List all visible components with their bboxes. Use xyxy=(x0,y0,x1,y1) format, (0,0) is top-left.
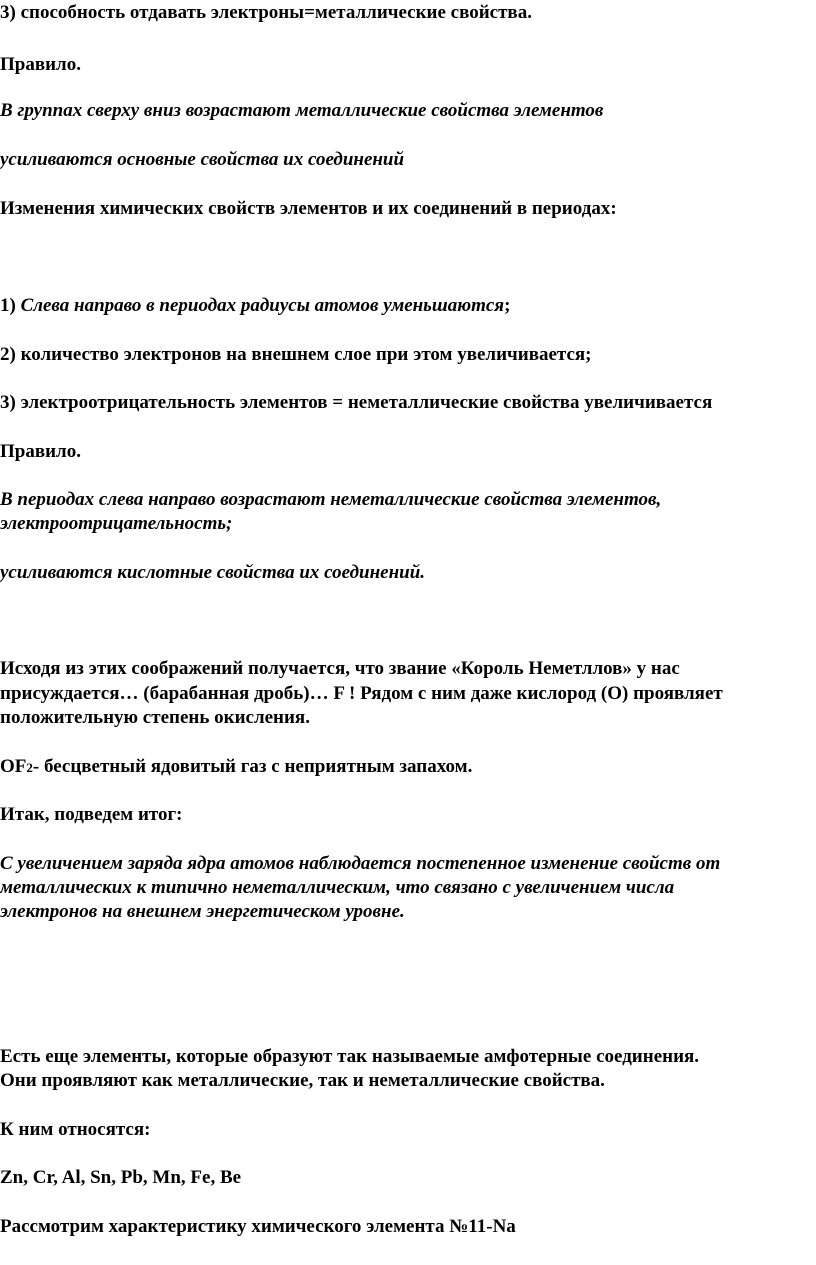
amphoteric-line-2: Они проявляют как металлические, так и неметаллические свойства. xyxy=(0,1070,605,1091)
rule-heading-1: Правило. xyxy=(0,54,81,75)
summary-line-1: С увеличением заряда ядра атомов наблюдается постепенное изменение свойств от xyxy=(0,853,721,874)
rule-1-line-2: усиливаются основные свойства их соединений xyxy=(0,149,405,170)
sodium-characteristic-heading: Рассмотрим характеристику химического элемента №11-Na xyxy=(0,1216,516,1237)
summary-line-3: электронов на внешнем энергетическом уровне. xyxy=(0,901,405,922)
period-point-1-text: Слева направо в периодах радиусы атомов уменьшаются xyxy=(20,295,505,316)
periods-section-heading: Изменения химических свойств элементов и их соединений в периодах: xyxy=(0,198,617,219)
amphoteric-line-1: Есть еще элементы, которые образуют так называемые амфотерные соединения. xyxy=(0,1046,700,1067)
summary-line-2: металлических к типично неметаллическим, что связано с увеличением числа xyxy=(0,877,675,898)
period-point-1-punct: ; xyxy=(504,295,511,316)
of2-text: - бесцветный ядовитый газ с неприятным запахом. xyxy=(32,756,473,777)
amphoteric-elements-list: Zn, Cr, Al, Sn, Pb, Mn, Fe, Be xyxy=(0,1167,242,1188)
conclusion-line-2: присуждается… (барабанная дробь)… F ! Рядом с ним даже кислород (O) проявляет xyxy=(0,683,723,704)
rule-2-line-3: усиливаются кислотные свойства их соединений. xyxy=(0,562,426,583)
period-point-2: 2) количество электронов на внешнем слое при этом увеличивается; xyxy=(0,344,592,365)
period-point-3: 3) электроотрицательность элементов = неметаллические свойства увеличивается xyxy=(0,392,713,413)
point-3-metallic-properties: 3) способность отдавать электроны=металлические свойства. xyxy=(0,2,532,23)
rule-heading-2: Правило. xyxy=(0,441,81,462)
conclusion-line-1: Исходя из этих соображений получается, что звание «Король Неметллов» у нас xyxy=(0,658,680,679)
period-point-1-number: 1) xyxy=(0,295,21,316)
of2-description xyxy=(0,755,472,780)
rule-1-line-1: В группах сверху вниз возрастают металлические свойства элементов xyxy=(0,100,604,121)
of2-formula: OF xyxy=(0,756,27,777)
rule-2-line-1: В периодах слева направо возрастают неметаллические свойства элементов, xyxy=(0,489,662,510)
of2-subscript: 2 xyxy=(26,760,33,775)
conclusion-line-3: положительную степень окисления. xyxy=(0,707,310,728)
period-point-1 xyxy=(0,294,510,318)
summary-heading: Итак, подведем итог: xyxy=(0,804,183,825)
rule-2-line-2: электроотрицательность; xyxy=(0,513,233,534)
amphoteric-list-heading: К ним относятся: xyxy=(0,1119,151,1140)
